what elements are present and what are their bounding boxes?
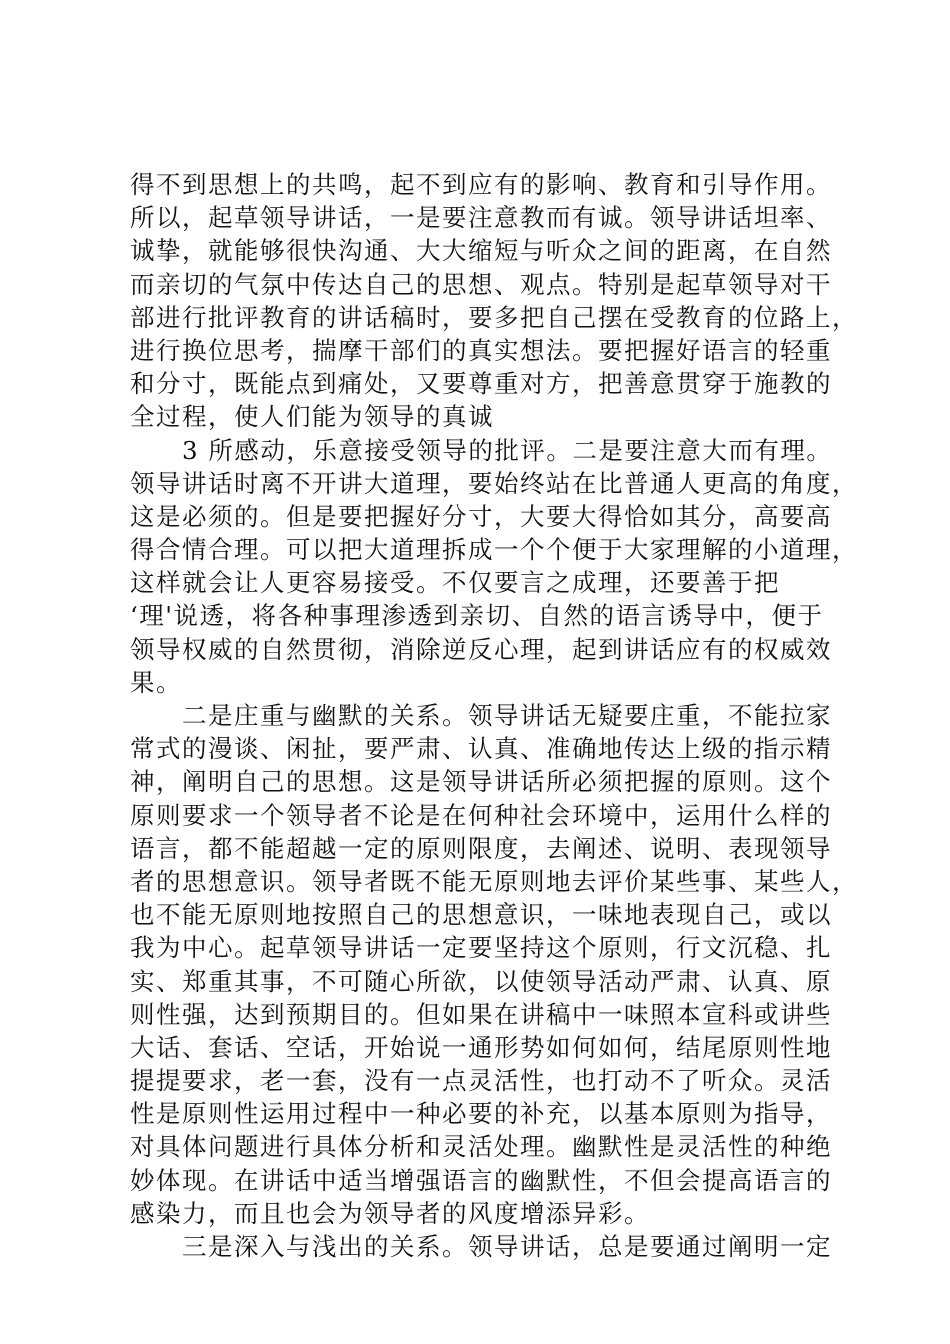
text-line: 领导讲话时离不开讲大道理，要始终站在比普通人更高的角度， (130, 468, 858, 498)
document-body-text (130, 168, 858, 1263)
text-line: 这样就会让人更容易接受。不仅要言之成理，还要善于把 (130, 568, 780, 598)
text-line: ‘理'说透，将各种事理渗透到亲切、自然的语言诱导中，便于 (130, 601, 824, 631)
text-line: 诚挚，就能够很快沟通、大大缩短与听众之间的距离，在自然 (130, 236, 832, 266)
text-line: 领导权威的自然贯彻，消除逆反心理，起到讲话应有的权威效 (130, 634, 832, 664)
text-line: 也不能无原则地按照自己的思想意识，一味地表现自己，或以 (130, 900, 832, 930)
text-line: 这是必须的。但是要把握好分寸，大要大得恰如其分，高要高 (130, 501, 832, 531)
text-line: 和分寸，既能点到痛处，又要尊重对方，把善意贯穿于施教的 (130, 369, 832, 399)
text-line: 妙体现。在讲话中适当增强语言的幽默性，不但会提高语言的 (130, 1165, 832, 1195)
text-line: 部进行批评教育的讲话稿时，要多把自己摆在受教育的位路上， (130, 302, 858, 332)
text-line: 者的思想意识。领导者既不能无原则地去评价某些事、某些人， (130, 866, 858, 896)
text-line: 3 所感动，乐意接受领导的批评。二是要注意大而有理。 (182, 435, 833, 465)
text-line: 全过程，使人们能为领导的真诚 (130, 402, 494, 432)
text-line: 得不到思想上的共鸣，起不到应有的影响、教育和引导作用。 (130, 170, 832, 199)
text-line: 对具体问题进行具体分析和灵活处理。幽默性是灵活性的种绝 (130, 1132, 832, 1162)
text-line: 提提要求，老一套，没有一点灵活性，也打动不了听众。灵活 (130, 1066, 832, 1096)
text-line: 感染力，而且也会为领导者的风度增添异彩。 (130, 1198, 650, 1228)
text-line: 语言，都不能超越一定的原则限度，去阐述、说明、表现领导 (130, 833, 832, 863)
text-line: 神，阐明自己的思想。这是领导讲话所必须把握的原则。这个 (130, 767, 832, 797)
text-line: 进行换位思考，揣摩干部们的真实想法。要把握好语言的轻重 (130, 335, 832, 365)
text-line: 得合情合理。可以把大道理拆成一个个便于大家理解的小道理， (130, 535, 858, 565)
text-line: 性是原则性运用过程中一种必要的补充，以基本原则为指导， (130, 1099, 832, 1129)
text-line: 原则要求一个领导者不论是在何种社会环境中，运用什么样的 (130, 800, 832, 830)
text-line: 大话、套话、空话，开始说一通形势如何如何，结尾原则性地 (130, 1032, 832, 1062)
text-line: 我为中心。起草领导讲话一定要坚持这个原则，行文沉稳、扎 (130, 933, 832, 963)
text-line: 实、郑重其事，不可随心所欲，以使领导活动严肃、认真、原 (130, 966, 832, 996)
text-line: 常式的漫谈、闲扯，要严肃、认真、准确地传达上级的指示精 (130, 734, 832, 764)
text-line: 果。 (130, 667, 182, 697)
text-line: 三是深入与浅出的关系。领导讲话，总是要通过阐明一定 (182, 1232, 832, 1261)
text-line: 则性强，达到预期目的。但如果在讲稿中一味照本宣科或讲些 (130, 999, 832, 1029)
text-line: 所以，起草领导讲话，一是要注意教而有诚。领导讲话坦率、 (130, 203, 832, 233)
text-line: 而亲切的气氛中传达自己的思想、观点。特别是起草领导对干 (130, 269, 832, 299)
text-line: 二是庄重与幽默的关系。领导讲话无疑要庄重，不能拉家 (182, 701, 832, 730)
